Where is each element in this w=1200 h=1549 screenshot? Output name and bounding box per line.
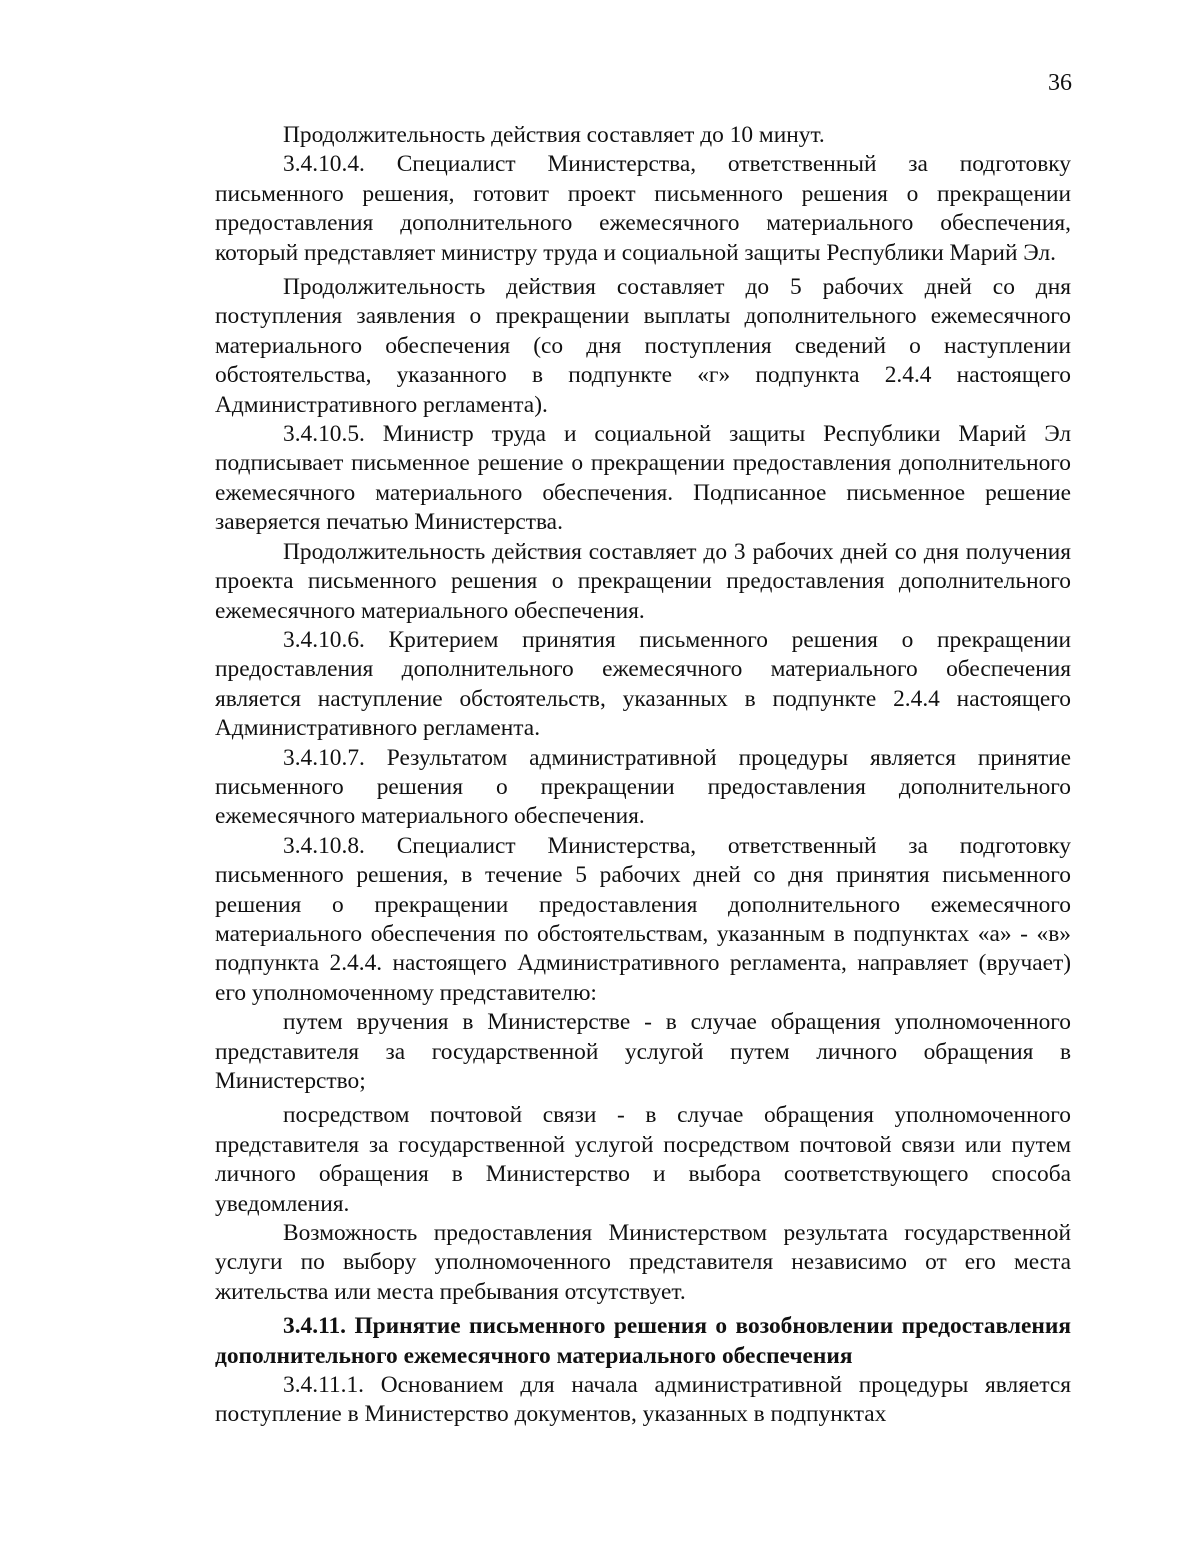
paragraph-3-4-10-4: 3.4.10.4. Специалист Министерства, ответственный за подготовку письменного решения, готовит проект письменного решения о прекращении предоставления дополнительного ежемесячного материального обеспечения, который представляет министру труда и социальной защиты Республики Марий Эл. xyxy=(215,151,1071,266)
paragraph-3-4-10-5: 3.4.10.5. Министр труда и социальной защиты Республики Марий Эл подписывает письменное решение о прекращении предоставления дополнительного ежемесячного материального обеспечения. Подписанное письменное решение заверяется печатью Министерства. xyxy=(215,421,1071,536)
paragraph-3-4-10-7: 3.4.10.7. Результатом административной процедуры является принятие письменного решения о прекращении предоставления дополнительного ежемесячного материального обеспечения. xyxy=(215,744,1071,830)
paragraph-3-4-11-1: 3.4.11.1. Основанием для начала административной процедуры является поступление в Министерство документов, указанных в подпунктах xyxy=(215,1372,1071,1428)
paragraph-duration-10-minutes: Продолжительность действия составляет до 10 минут. xyxy=(283,122,825,148)
document-body xyxy=(215,121,1071,1430)
paragraph-delivery-by-post: посредством почтовой связи - в случае обращения уполномоченного представителя за государственной услугой посредством почтовой связи или путем личного обращения в Министерство и выбора соответствующего способа уведомления. xyxy=(215,1102,1071,1217)
paragraph-delivery-in-person: путем вручения в Министерстве - в случае обращения уполномоченного представителя за государственной услугой путем личного обращения в Министерство; xyxy=(215,1009,1071,1094)
paragraph-duration-3-days: Продолжительность действия составляет до 3 рабочих дней со дня получения проекта письменного решения о прекращении предоставления дополнительного ежемесячного материального обеспечения. xyxy=(215,538,1071,624)
section-heading-3-4-11: 3.4.11. Принятие письменного решения о возобновлении предоставления дополнительного ежемесячного материального обеспечения xyxy=(215,1313,1071,1369)
paragraph-duration-5-days: Продолжительность действия составляет до 5 рабочих дней со дня поступления заявления о прекращении выплаты дополнительного ежемесячного материального обеспечения (со дня поступления сведений о наступлении обстоятельства, указанного в подпункте «г» подпункта 2.4.4 настоящего Административного регламента). xyxy=(215,274,1071,418)
page-number: 36 xyxy=(1048,70,1072,96)
paragraph-3-4-10-6: 3.4.10.6. Критерием принятия письменного решения о прекращении предоставления дополнительного ежемесячного материального обеспечения является наступление обстоятельств, указанных в подпункте 2.4.4 настоящего Административного регламента. xyxy=(215,626,1071,742)
paragraph-no-extraterritorial: Возможность предоставления Министерством результата государственной услуги по выбору уполномоченного представителя независимо от его места жительства или места пребывания отсутствует. xyxy=(215,1220,1071,1305)
paragraph-3-4-10-8: 3.4.10.8. Специалист Министерства, ответственный за подготовку письменного решения, в течение 5 рабочих дней со дня принятия письменного решения о прекращении предоставления дополнительного ежемесячного материального обеспечения по обстоятельствам, указанным в подпунктах «а» - «в» подпункта 2.4.4. настоящего Административного регламента, направляет (вручает) его уполномоченному представителю: xyxy=(215,832,1071,1006)
